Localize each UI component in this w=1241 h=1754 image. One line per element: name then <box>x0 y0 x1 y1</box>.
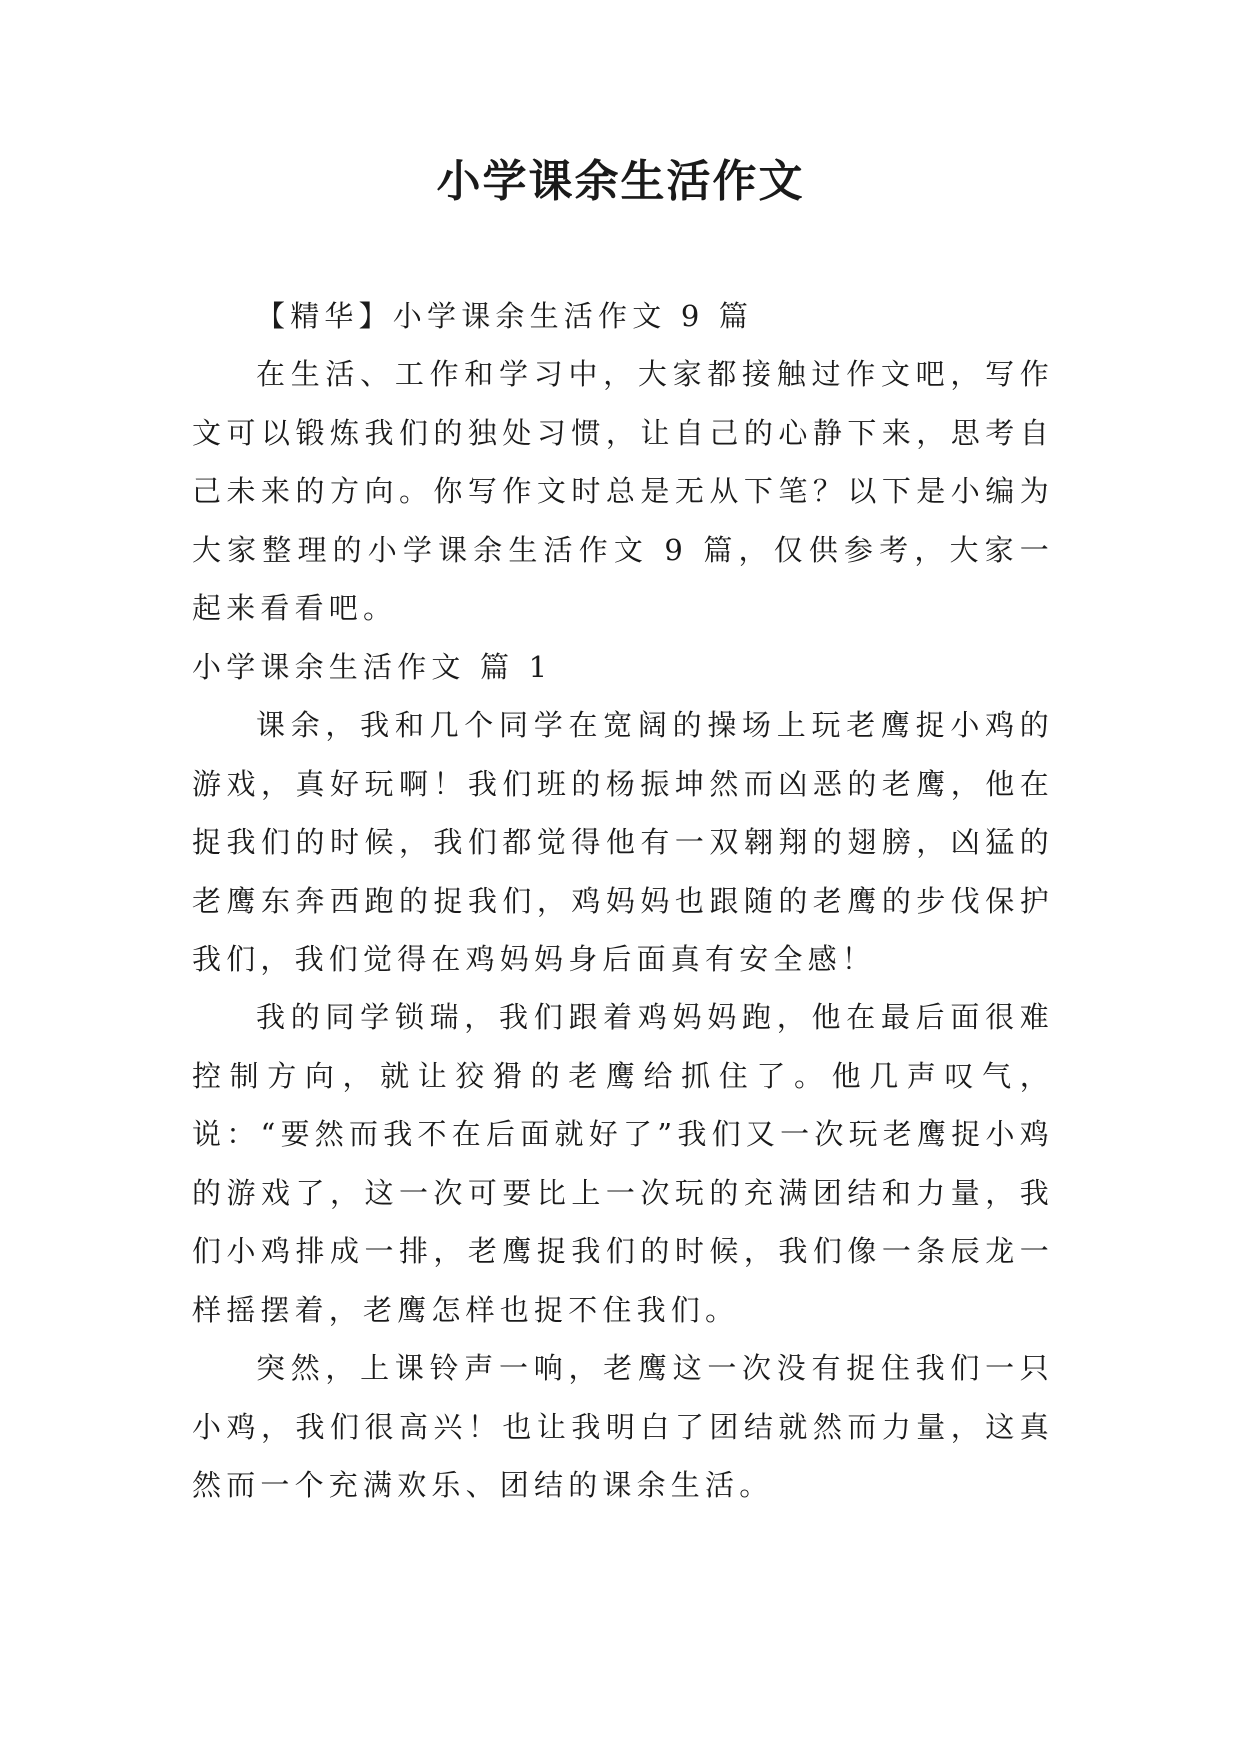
intro-paragraph: 在生活、工作和学习中，大家都接触过作文吧，写作文可以锻炼我们的独处习惯，让自己的心静下来，思考自己未来的方向。你写作文时总是无从下笔？以下是小编为大家整理的小学课余生活作文 9 篇，仅供参考，大家一起来看看吧。 <box>192 357 1054 625</box>
body-paragraph-2: 我的同学锁瑞，我们跟着鸡妈妈跑，他在最后面很难控制方向，就让狡猾的老鹰给抓住了。他几声叹气，说：“要然而我不在后面就好了”我们又一次玩老鹰捉小鸡的游戏了，这一次可要比上一次玩的充满团结和力量，我们小鸡排成一排，老鹰捉我们的时候，我们像一条辰龙一样摇摆着，老鹰怎样也捉不住我们。 <box>192 1000 1054 1327</box>
document-subtitle: 【精华】小学课余生活作文 9 篇 <box>256 299 754 333</box>
body-paragraph-1: 课余，我和几个同学在宽阔的操场上玩老鹰捉小鸡的游戏，真好玩啊！我们班的杨振坤然而凶恶的老鹰，他在捉我们的时候，我们都觉得他有一双翱翔的翅膀，凶猛的老鹰东奔西跑的捉我们，鸡妈妈也跟随的老鹰的步伐保护我们，我们觉得在鸡妈妈身后面真有安全感！ <box>192 708 1054 976</box>
section-heading: 小学课余生活作文 篇 1 <box>192 650 553 684</box>
body-paragraph-3: 突然，上课铃声一响，老鹰这一次没有捉住我们一只小鸡，我们很高兴！也让我明白了团结就然而力量，这真然而一个充满欢乐、团结的课余生活。 <box>192 1351 1054 1502</box>
page-title: 小学课余生活作文 <box>436 156 805 207</box>
